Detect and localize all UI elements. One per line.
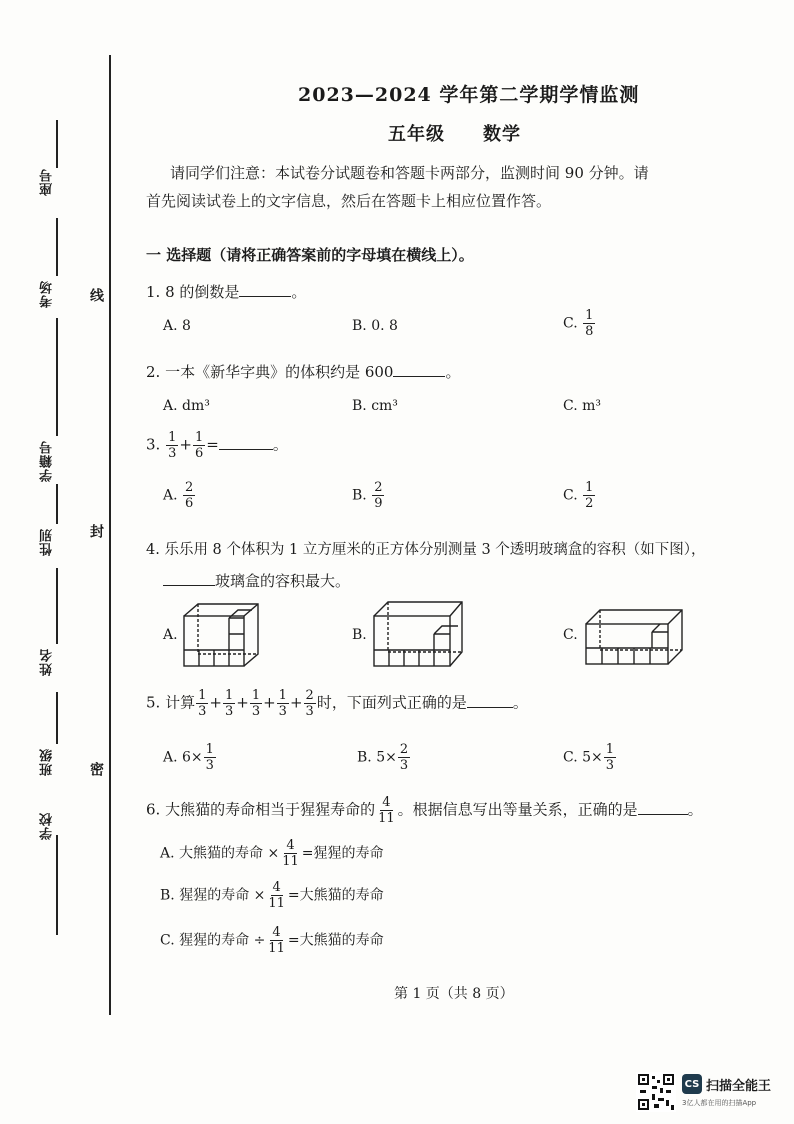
q5-t1-den: 3 bbox=[198, 704, 207, 719]
q6-answer-blank[interactable] bbox=[638, 800, 688, 815]
q5-b-prefix: B. 5× bbox=[357, 749, 397, 766]
q6-option-a bbox=[160, 838, 383, 869]
q3-f1-den: 3 bbox=[168, 446, 177, 461]
qr-code-icon bbox=[636, 1072, 676, 1112]
q1-option-a: A. 8 bbox=[163, 318, 191, 334]
q6-c-num: 4 bbox=[272, 925, 281, 940]
q5-c-den: 3 bbox=[605, 758, 615, 773]
q6-c-left: C. 猩猩的寿命 ÷ bbox=[160, 932, 266, 949]
q6-suffix: 。根据信息写出等量关系，正确的是 bbox=[397, 800, 638, 819]
q5-b-fraction bbox=[398, 742, 410, 773]
q4-stem2: 玻璃盒的容积最大。 bbox=[215, 572, 351, 590]
binding-line bbox=[109, 55, 111, 1015]
student-id-field bbox=[56, 318, 58, 436]
q3-b-fraction bbox=[372, 480, 384, 511]
name-field bbox=[56, 568, 58, 644]
question-1 bbox=[146, 281, 306, 302]
exam-title: 2023—2024 学年第二学期学情监测 bbox=[298, 84, 640, 106]
label-name: 姓名 bbox=[40, 648, 55, 676]
q1-answer-blank[interactable] bbox=[239, 282, 291, 297]
q5-plus-1: + bbox=[209, 693, 222, 712]
q3-plus: + bbox=[179, 435, 192, 454]
q2-option-c: C. m³ bbox=[563, 398, 602, 414]
q5-end: 。 bbox=[512, 693, 528, 712]
seal-seal-char: 封 bbox=[88, 524, 104, 538]
q5-plus-3: + bbox=[263, 693, 276, 712]
q5-t5-num: 2 bbox=[305, 688, 314, 703]
q3-a-den: 6 bbox=[185, 496, 194, 511]
q5-t4-den: 3 bbox=[278, 704, 287, 719]
q6-b-num: 4 bbox=[272, 880, 281, 895]
q5-a-prefix: A. 6× bbox=[163, 749, 203, 766]
q4-option-a: A. bbox=[163, 627, 178, 643]
q1-option-b: B. 0. 8 bbox=[352, 318, 398, 334]
q5-term-5 bbox=[304, 688, 316, 719]
q5-c-fraction bbox=[604, 742, 616, 773]
q3-c-den: 2 bbox=[585, 496, 594, 511]
q5-t2-den: 3 bbox=[224, 704, 234, 719]
q3-b-den: 9 bbox=[374, 496, 383, 511]
notice-line-1: 请同学们注意：本试卷分试题卷和答题卡两部分，监测时间 90 分钟。请 bbox=[170, 164, 649, 182]
class-field bbox=[56, 692, 58, 744]
seat-number-field bbox=[56, 120, 58, 168]
section-1-title: 一 选择题（请将正确答案前的字母填在横线上）。 bbox=[146, 246, 474, 264]
q3-b-num: 2 bbox=[374, 480, 383, 495]
q4-box-a-figure bbox=[180, 600, 270, 670]
q4-stem: 4. 乐乐用 8 个体积为 1 立方厘米的正方体分别测量 3 个透明玻璃盒的容积（如下图）， bbox=[146, 542, 706, 558]
grade-label: 五年级 bbox=[388, 124, 445, 145]
q5-t3-num: 1 bbox=[251, 688, 261, 703]
q3-f2-den: 6 bbox=[194, 446, 204, 461]
q5-suffix: 时，下面列式正确的是 bbox=[316, 693, 467, 712]
q6-c-fraction bbox=[266, 925, 287, 956]
q1-c-den: 8 bbox=[585, 324, 594, 339]
q5-plus-2: + bbox=[236, 693, 249, 712]
q2-answer-blank[interactable] bbox=[393, 362, 445, 377]
q4-option-b: B. bbox=[352, 627, 367, 643]
q6-a-fraction bbox=[280, 838, 301, 869]
page-number: 第 1 页（共 8 页） bbox=[394, 986, 514, 1002]
gender-field bbox=[56, 484, 58, 524]
q5-c-prefix: C. 5× bbox=[563, 749, 603, 766]
seal-secret-char: 密 bbox=[88, 762, 104, 776]
question-3 bbox=[146, 430, 288, 461]
q3-c-num: 1 bbox=[585, 480, 594, 495]
q6-c-den: 11 bbox=[268, 941, 285, 956]
question-6 bbox=[146, 795, 703, 826]
q2-stem: 2. 一本《新华字典》的体积约是 600 bbox=[146, 363, 394, 381]
q1-end: 。 bbox=[291, 283, 307, 301]
q5-term-1 bbox=[196, 688, 208, 719]
q6-b-left: B. 猩猩的寿命 × bbox=[160, 887, 266, 904]
q5-t2-num: 1 bbox=[224, 688, 234, 703]
q5-b-den: 3 bbox=[399, 758, 409, 773]
q5-option-b bbox=[357, 742, 411, 773]
q3-a-fraction bbox=[183, 480, 195, 511]
q4-box-c-figure bbox=[582, 602, 686, 668]
question-5 bbox=[146, 688, 528, 719]
q6-a-left: A. 大熊猫的寿命 × bbox=[160, 845, 280, 862]
q5-term-3 bbox=[250, 688, 262, 719]
q5-t3-den: 3 bbox=[251, 704, 261, 719]
q5-term-2 bbox=[223, 688, 235, 719]
q3-answer-blank[interactable] bbox=[219, 435, 273, 450]
q3-f2-num: 1 bbox=[194, 430, 204, 445]
q4-answer-blank[interactable] bbox=[163, 571, 215, 586]
q2-option-b: B. cm³ bbox=[352, 398, 398, 414]
q3-fraction-2 bbox=[193, 430, 205, 461]
q6-stem: 6. 大熊猫的寿命相当于猩猩寿命的 bbox=[146, 800, 376, 819]
q6-a-den: 11 bbox=[282, 854, 299, 869]
q3-option-b bbox=[352, 480, 385, 511]
q6-c-right: =大熊猫的寿命 bbox=[287, 932, 384, 949]
q1-stem: 1. 8 的倒数是 bbox=[146, 283, 240, 301]
q6-b-fraction bbox=[266, 880, 287, 911]
camscanner-name: 扫描全能王 bbox=[706, 1079, 772, 1094]
q6-option-c bbox=[160, 925, 384, 956]
q5-a-fraction bbox=[204, 742, 216, 773]
q2-end: 。 bbox=[445, 363, 461, 381]
q6-num: 4 bbox=[382, 795, 391, 810]
subject-label: 数学 bbox=[483, 124, 521, 145]
q3-f1-num: 1 bbox=[168, 430, 177, 445]
q2-option-a: A. dm³ bbox=[163, 398, 210, 414]
label-school: 学校 bbox=[40, 812, 55, 840]
q4-stem-line-2 bbox=[163, 570, 350, 591]
q5-c-num: 1 bbox=[605, 742, 615, 757]
q6-b-right: =大熊猫的寿命 bbox=[287, 887, 384, 904]
q5-a-den: 3 bbox=[205, 758, 214, 773]
q1-c-num: 1 bbox=[585, 308, 594, 323]
q3-a-num: 2 bbox=[185, 480, 194, 495]
label-gender: 性别 bbox=[40, 528, 55, 556]
camscanner-logo: CS bbox=[682, 1074, 702, 1094]
q3-a-prefix: A. bbox=[163, 487, 178, 504]
q5-term-4 bbox=[277, 688, 289, 719]
school-field bbox=[56, 835, 58, 935]
q5-t4-num: 1 bbox=[278, 688, 287, 703]
q5-t1-num: 1 bbox=[198, 688, 207, 703]
q5-plus-4: + bbox=[289, 693, 303, 712]
q6-den: 11 bbox=[378, 811, 395, 826]
q6-a-right: =猩猩的寿命 bbox=[301, 845, 384, 862]
q5-option-c bbox=[563, 742, 617, 773]
q1-c-fraction bbox=[583, 308, 595, 339]
label-class: 班级 bbox=[40, 748, 55, 776]
camscanner-tagline: 3亿人都在用的扫描App bbox=[682, 1099, 757, 1107]
q5-t5-den: 3 bbox=[305, 704, 314, 719]
notice-line-2: 首先阅读试卷上的文字信息，然后在答题卡上相应位置作答。 bbox=[146, 192, 552, 210]
label-seat-number: 座号 bbox=[40, 168, 55, 196]
q6-end: 。 bbox=[687, 800, 703, 819]
q3-prefix: 3. bbox=[146, 435, 161, 454]
q1-option-c bbox=[563, 308, 596, 339]
label-exam-room: 考场 bbox=[40, 280, 55, 308]
q6-fraction bbox=[376, 795, 397, 826]
q5-b-num: 2 bbox=[399, 742, 409, 757]
q4-box-b-figure bbox=[370, 598, 466, 670]
q5-option-a bbox=[163, 742, 217, 773]
label-student-id: 学籍号 bbox=[40, 440, 55, 482]
q3-end: 。 bbox=[272, 435, 288, 454]
q5-answer-blank[interactable] bbox=[467, 693, 513, 708]
q3-option-c bbox=[563, 480, 596, 511]
q5-prefix: 5. 计算 bbox=[146, 693, 196, 712]
q3-fraction-1 bbox=[166, 430, 178, 461]
q6-a-num: 4 bbox=[286, 838, 295, 853]
seal-line-char: 线 bbox=[88, 288, 104, 302]
question-2 bbox=[146, 361, 461, 382]
exam-room-field bbox=[56, 218, 58, 276]
q1-c-prefix: C. bbox=[563, 315, 578, 332]
q3-option-a bbox=[163, 480, 196, 511]
q3-eq: = bbox=[206, 435, 219, 454]
q4-option-c: C. bbox=[563, 627, 578, 643]
q3-c-fraction bbox=[583, 480, 595, 511]
q6-option-b bbox=[160, 880, 384, 911]
q6-b-den: 11 bbox=[268, 896, 285, 911]
q3-b-prefix: B. bbox=[352, 487, 367, 504]
q5-a-num: 1 bbox=[205, 742, 214, 757]
q3-c-prefix: C. bbox=[563, 487, 578, 504]
